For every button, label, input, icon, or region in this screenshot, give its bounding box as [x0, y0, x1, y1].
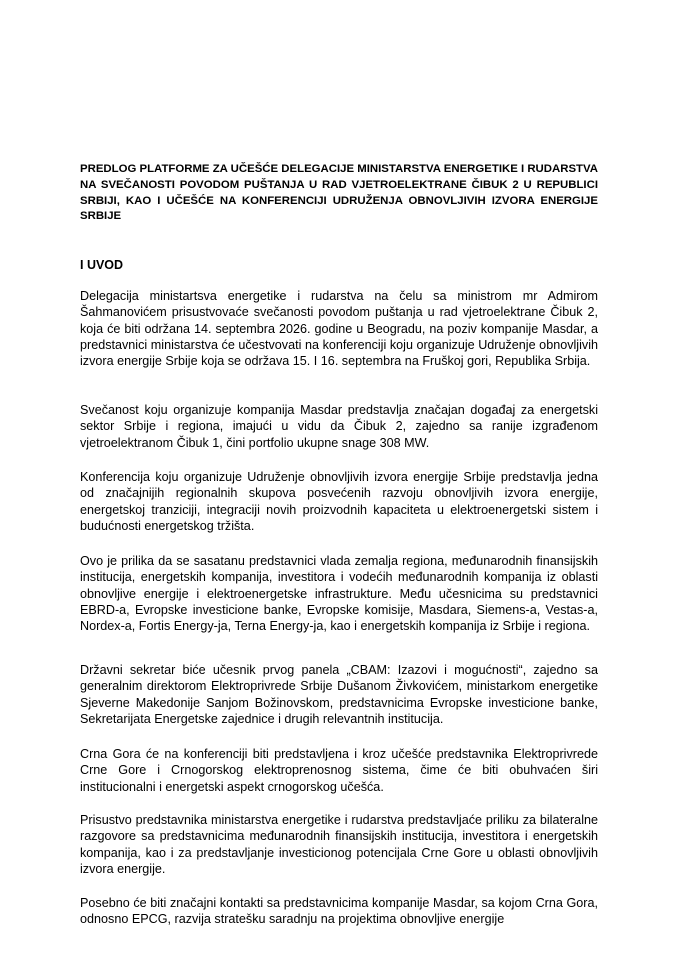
paragraph: Prisustvo predstavnika ministarstva energetike i rudarstva predstavljaće priliku za bilateralne razgovore sa predstavnicima međunarodnih finansijskih institucija, investitora i energetskih kompanija, kao i za predstavljanje investicionog potencijala Crne Gore u oblasti obnovljivih izvora energije.: [80, 813, 598, 876]
document-title: PREDLOG PLATFORME ZA UČEŠĆE DELEGACIJE MINISTARSTVA ENERGETIKE I RUDARSTVA NA SVEČANOSTI POVODOM PUŠTANJA U RAD VJETROELEKTRANE ČIBUK 2 U REPUBLICI SRBIJI, KAO I UČEŠĆE NA KONFERENCIJI UDRUŽENJA OBNOVLJIVIH IZVORA ENERGIJE SRBIJE: [80, 163, 598, 223]
paragraph: Crna Gora će na konferenciji biti predstavljena i kroz učešće predstavnika Elektroprivrede Crne Gore i Crnogorskog elektroprenosnog sistema, čime će biti obuhvaćen širi institucionalni i energetski aspekt crnogorskog učešća.: [80, 747, 598, 794]
paragraph: Posebno će biti značajni kontakti sa predstavnicima kompanije Masdar, sa kojom Crna Gora, odnosno EPCG, razvija stratešku saradnju na projektima obnovljive energije: [80, 896, 598, 927]
paragraph: Ovo je prilika da se sasatanu predstavnici vlada zemalja regiona, međunarodnih finansijskih institucija, energetskih kompanija, investitora i vodećih međunarodnih kompanija iz oblasti obnovljive energije i elektroenergetske infrastrukture. Među učesnicima su predstavnici EBRD-a, Evropske investicione banke, Evropske komisije, Masdara, Siemens-a, Vestas-a, Nordex-a, Fortis Energy-ja, Terna Energy-ja, kao i energetskih kompanija iz Srbije i regiona.: [80, 554, 598, 634]
paragraph: Konferencija koju organizuje Udruženje obnovljivih izvora energije Srbije predstavlja jedna od značajnijih regionalnih skupova posvećenih razvoju obnovljivih izvora energije, energetskoj tranziciji, integraciji novih proizvodnih kapaciteta u elektroenergetski sistem i budućnosti energetskog tržišta.: [80, 470, 598, 533]
paragraph: Svečanost koju organizuje kompanija Masdar predstavlja značajan događaj za energetski sektor Srbije i regiona, imajući u vidu da Čibuk 2, zajedno sa ranije izgrađenom vjetroelektranom Čibuk 1, čini portfolio ukupne snage 308 MW.: [80, 403, 598, 450]
section-heading: I UVOD: [80, 258, 124, 272]
paragraph: Državni sekretar biće učesnik prvog panela „CBAM: Izazovi i mogućnosti“, zajedno sa generalnim direktorom Elektroprivrede Srbije Dušanom Živkovićem, ministarkom energetike Sjeverne Makedonije Sanjom Božinovskom, predstavnicima Evropske investicione banke, Sekretarijata Energetske zajednice i drugih relevantnih institucija.: [80, 663, 598, 726]
paragraph: Delegacija ministartsva energetike i rudarstva na čelu sa ministrom mr Admirom Šahmanovićem prisustvovaće svečanosti povodom puštanja u rad vjetroelektrane Čibuk 2, koja će biti održana 14. septembra 2026. godine u Beogradu, na poziv kompanije Masdar, a predstavnici ministarstva će učestvovati na konferenciji koju organizuje Udruženje obnovljivih izvora energije Srbije koja se održava 15. I 16. septembra na Fruškoj gori, Republika Srbija.: [80, 289, 598, 369]
